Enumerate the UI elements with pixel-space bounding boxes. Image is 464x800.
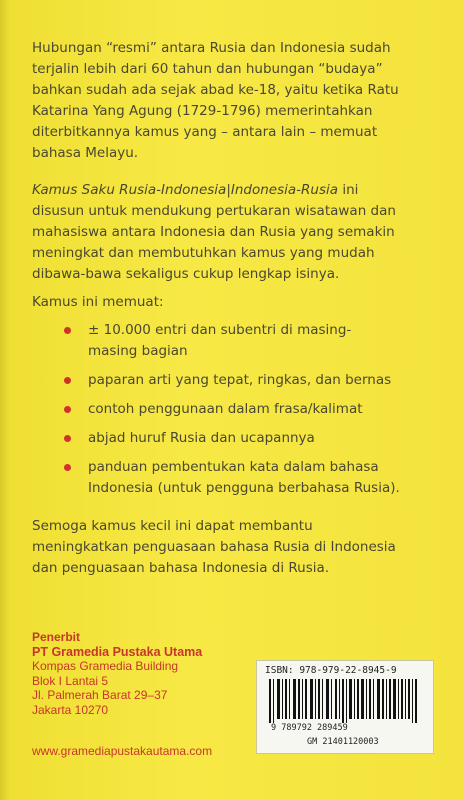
publisher-label: Penerbit xyxy=(32,630,81,644)
address-line: Blok I Lantai 5 xyxy=(32,673,109,688)
bullet-dot-icon xyxy=(64,327,71,334)
address-line: Kompas Gramedia Building xyxy=(32,659,179,673)
isbn-barcode-box xyxy=(256,660,434,754)
gm-code: GM 21401120003 xyxy=(307,737,379,747)
publisher-website: www.gramediapustakautama.com xyxy=(32,744,213,758)
address-line: Jakarta 10270 xyxy=(32,702,109,717)
bullet-dot-icon xyxy=(64,377,71,384)
closing-paragraph: Semoga kamus kecil ini dapat membantu meningkatkan penguasaan bahasa Rusia di Indonesia dan penguasaan bahasa Indonesia di Rusia. xyxy=(32,518,396,576)
list-item: abjad huruf Rusia dan ucapannya xyxy=(60,428,400,449)
list-intro: Kamus ini memuat: xyxy=(32,294,164,310)
barcode-digits: 9 789792 289459 xyxy=(271,723,348,733)
spine-shadow xyxy=(0,0,10,800)
list-item: panduan pembentukan kata dalam bahasa Indonesia (untuk pengguna berbahasa Rusia). xyxy=(60,457,400,499)
isbn-text: ISBN: 978-979-22-8945-9 xyxy=(265,665,397,676)
description-paragraph xyxy=(32,180,412,285)
barcode-icon xyxy=(269,679,419,723)
description-text: ini disusun untuk mendukung pertukaran wisatawan dan mahasiswa antara Indonesia dan Rusia yang semakin meningkat dan membutuhkan kamus yang mudah dibawa-bawa sekaligus cukup lengkap isinya. xyxy=(32,182,396,282)
publisher-name: PT Gramedia Pustaka Utama xyxy=(32,644,203,659)
bullet-dot-icon xyxy=(64,435,71,442)
publisher-block xyxy=(32,630,252,717)
dictionary-title: Kamus Saku Rusia-Indonesia|Indonesia-Rusia xyxy=(32,182,339,198)
list-item: contoh penggunaan dalam frasa/kalimat xyxy=(60,399,400,420)
feature-list xyxy=(60,320,400,507)
address-line: Jl. Palmerah Barat 29–37 xyxy=(32,688,168,702)
bullet-dot-icon xyxy=(64,406,71,413)
bullet-dot-icon xyxy=(64,464,71,471)
list-item: paparan arti yang tepat, ringkas, dan bernas xyxy=(60,370,400,391)
intro-paragraph: Hubungan “resmi” antara Rusia dan Indonesia sudah terjalin lebih dari 60 tahun dan hubungan “budaya” bahkan sudah ada sejak abad ke-18, yaitu ketika Ratu Katarina Yang Agung (1729-1796) memerintahkan diterbitkannya kamus yang – antara lain – memuat bahasa Melayu. xyxy=(32,40,399,161)
list-item: ± 10.000 entri dan subentri di masing-masing bagian xyxy=(60,320,400,362)
